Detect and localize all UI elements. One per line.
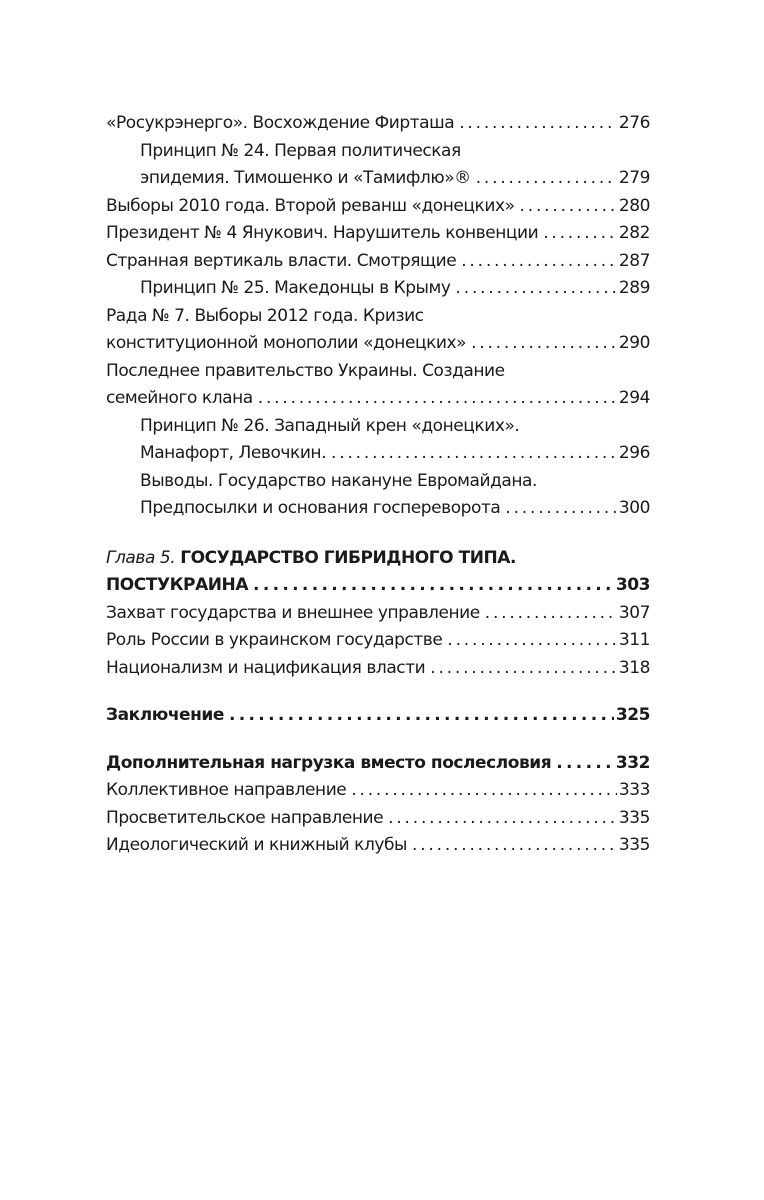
toc-entry xyxy=(106,220,650,248)
leader-dots xyxy=(229,702,614,730)
toc-entry-title-line1: Принцип № 26. Западный крен «донецких». xyxy=(140,415,520,436)
toc-entry xyxy=(106,627,650,655)
leader-dots xyxy=(253,572,614,600)
toc-entry-title: Принцип № 25. Македонцы в Крыму xyxy=(140,278,451,298)
chapter-heading xyxy=(106,545,650,600)
toc-entry xyxy=(106,193,650,221)
toc-subentry xyxy=(106,138,650,193)
toc-entry-title: эпидемия. Тимошенко и «Тамифлю»® xyxy=(140,168,471,188)
toc-entry-title: Предпосылки и основания госпереворота xyxy=(140,498,501,518)
toc-entry-title-line1: Последнее правительство Украины. Создание xyxy=(106,360,505,381)
toc-entry-page: 279 xyxy=(618,168,650,188)
toc-entry-title-line1: Рада № 7. Выборы 2012 года. Кризис xyxy=(106,305,424,326)
toc-entry xyxy=(106,832,650,860)
toc-subentry xyxy=(106,468,650,523)
toc-entry-page: 276 xyxy=(618,113,650,133)
leader-dots xyxy=(388,805,617,833)
chapter-page: 303 xyxy=(615,575,650,595)
toc-entry-title: Коллективное направление xyxy=(106,780,347,800)
toc-entry xyxy=(106,358,650,413)
toc-entry-title: семейного клана xyxy=(106,388,253,408)
leader-dots xyxy=(258,385,617,413)
chapter-label: Глава 5. xyxy=(106,547,176,568)
leader-dots xyxy=(556,750,614,778)
toc-entry-title-line1: Выводы. Государство накануне Евромайдана. xyxy=(140,470,537,491)
toc-entry-title: Просветительское направление xyxy=(106,807,384,828)
toc-entry-page: 280 xyxy=(618,195,650,216)
conclusion-title: Заключение xyxy=(106,705,224,725)
afterword-heading xyxy=(106,750,650,778)
toc-entry-page: 287 xyxy=(618,250,650,271)
toc-entry xyxy=(106,805,650,833)
toc-entry xyxy=(106,110,650,138)
toc-entry xyxy=(106,777,650,805)
conclusion-heading xyxy=(106,702,650,730)
toc-entry-page: 311 xyxy=(618,630,650,650)
toc-entry-page: 333 xyxy=(618,780,650,800)
toc-entry-title: конституционной монополии «донецких» xyxy=(106,333,467,353)
toc-entry-title: «Росукрэнерго». Восхождение Фирташа xyxy=(106,113,455,133)
toc-entry-page: 307 xyxy=(618,602,650,623)
toc-entry-title: Выборы 2010 года. Второй реванш «донецких» xyxy=(106,195,515,216)
toc-entry-title: Захват государства и внешнее управление xyxy=(106,602,480,623)
leader-dots xyxy=(351,777,617,805)
chapter-title-line1: ГОСУДАРСТВО ГИБРИДНОГО ТИПА. xyxy=(180,547,517,568)
toc-entry-page: 318 xyxy=(618,657,650,678)
toc-entry xyxy=(106,600,650,628)
leader-dots xyxy=(447,627,617,655)
leader-dots xyxy=(543,220,617,248)
toc-entry-page: 282 xyxy=(618,223,650,243)
leader-dots xyxy=(459,110,617,138)
toc-entry-title: Странная вертикаль власти. Смотрящие xyxy=(106,250,457,271)
table-of-contents xyxy=(106,110,650,860)
toc-entry xyxy=(106,655,650,683)
toc-entry-title: Манафорт, Левочкин. xyxy=(140,443,327,463)
leader-dots xyxy=(485,600,617,628)
toc-entry-title: Идеологический и книжный клубы xyxy=(106,835,407,855)
toc-entry-page: 296 xyxy=(618,443,650,463)
toc-subentry xyxy=(106,275,650,303)
leader-dots xyxy=(471,330,617,358)
toc-entry-title: Национализм и нацификация власти xyxy=(106,657,426,678)
toc-entry-page: 294 xyxy=(618,388,650,408)
toc-entry-title-line1: Принцип № 24. Первая политическая xyxy=(140,140,461,161)
leader-dots xyxy=(456,275,617,303)
toc-entry xyxy=(106,303,650,358)
toc-entry-page: 300 xyxy=(618,498,650,518)
leader-dots xyxy=(461,248,617,276)
toc-entry-title: Президент № 4 Янукович. Нарушитель конвенции xyxy=(106,223,539,243)
afterword-page: 332 xyxy=(615,752,650,773)
afterword-title: Дополнительная нагрузка вместо послесловия xyxy=(106,752,552,773)
toc-entry-page: 289 xyxy=(618,278,650,298)
toc-entry-page: 290 xyxy=(618,333,650,353)
leader-dots xyxy=(331,440,617,468)
toc-entry-title: Роль России в украинском государстве xyxy=(106,630,443,650)
leader-dots xyxy=(476,165,617,193)
chapter-title-line2: ПОСТУКРАИНА xyxy=(106,575,249,595)
toc-entry-page: 335 xyxy=(618,835,650,855)
toc-subentry xyxy=(106,413,650,468)
leader-dots xyxy=(520,193,617,221)
leader-dots xyxy=(505,495,617,523)
conclusion-page: 325 xyxy=(615,705,650,725)
toc-entry-page: 335 xyxy=(618,807,650,828)
leader-dots xyxy=(430,655,617,683)
leader-dots xyxy=(412,832,617,860)
toc-entry xyxy=(106,248,650,276)
